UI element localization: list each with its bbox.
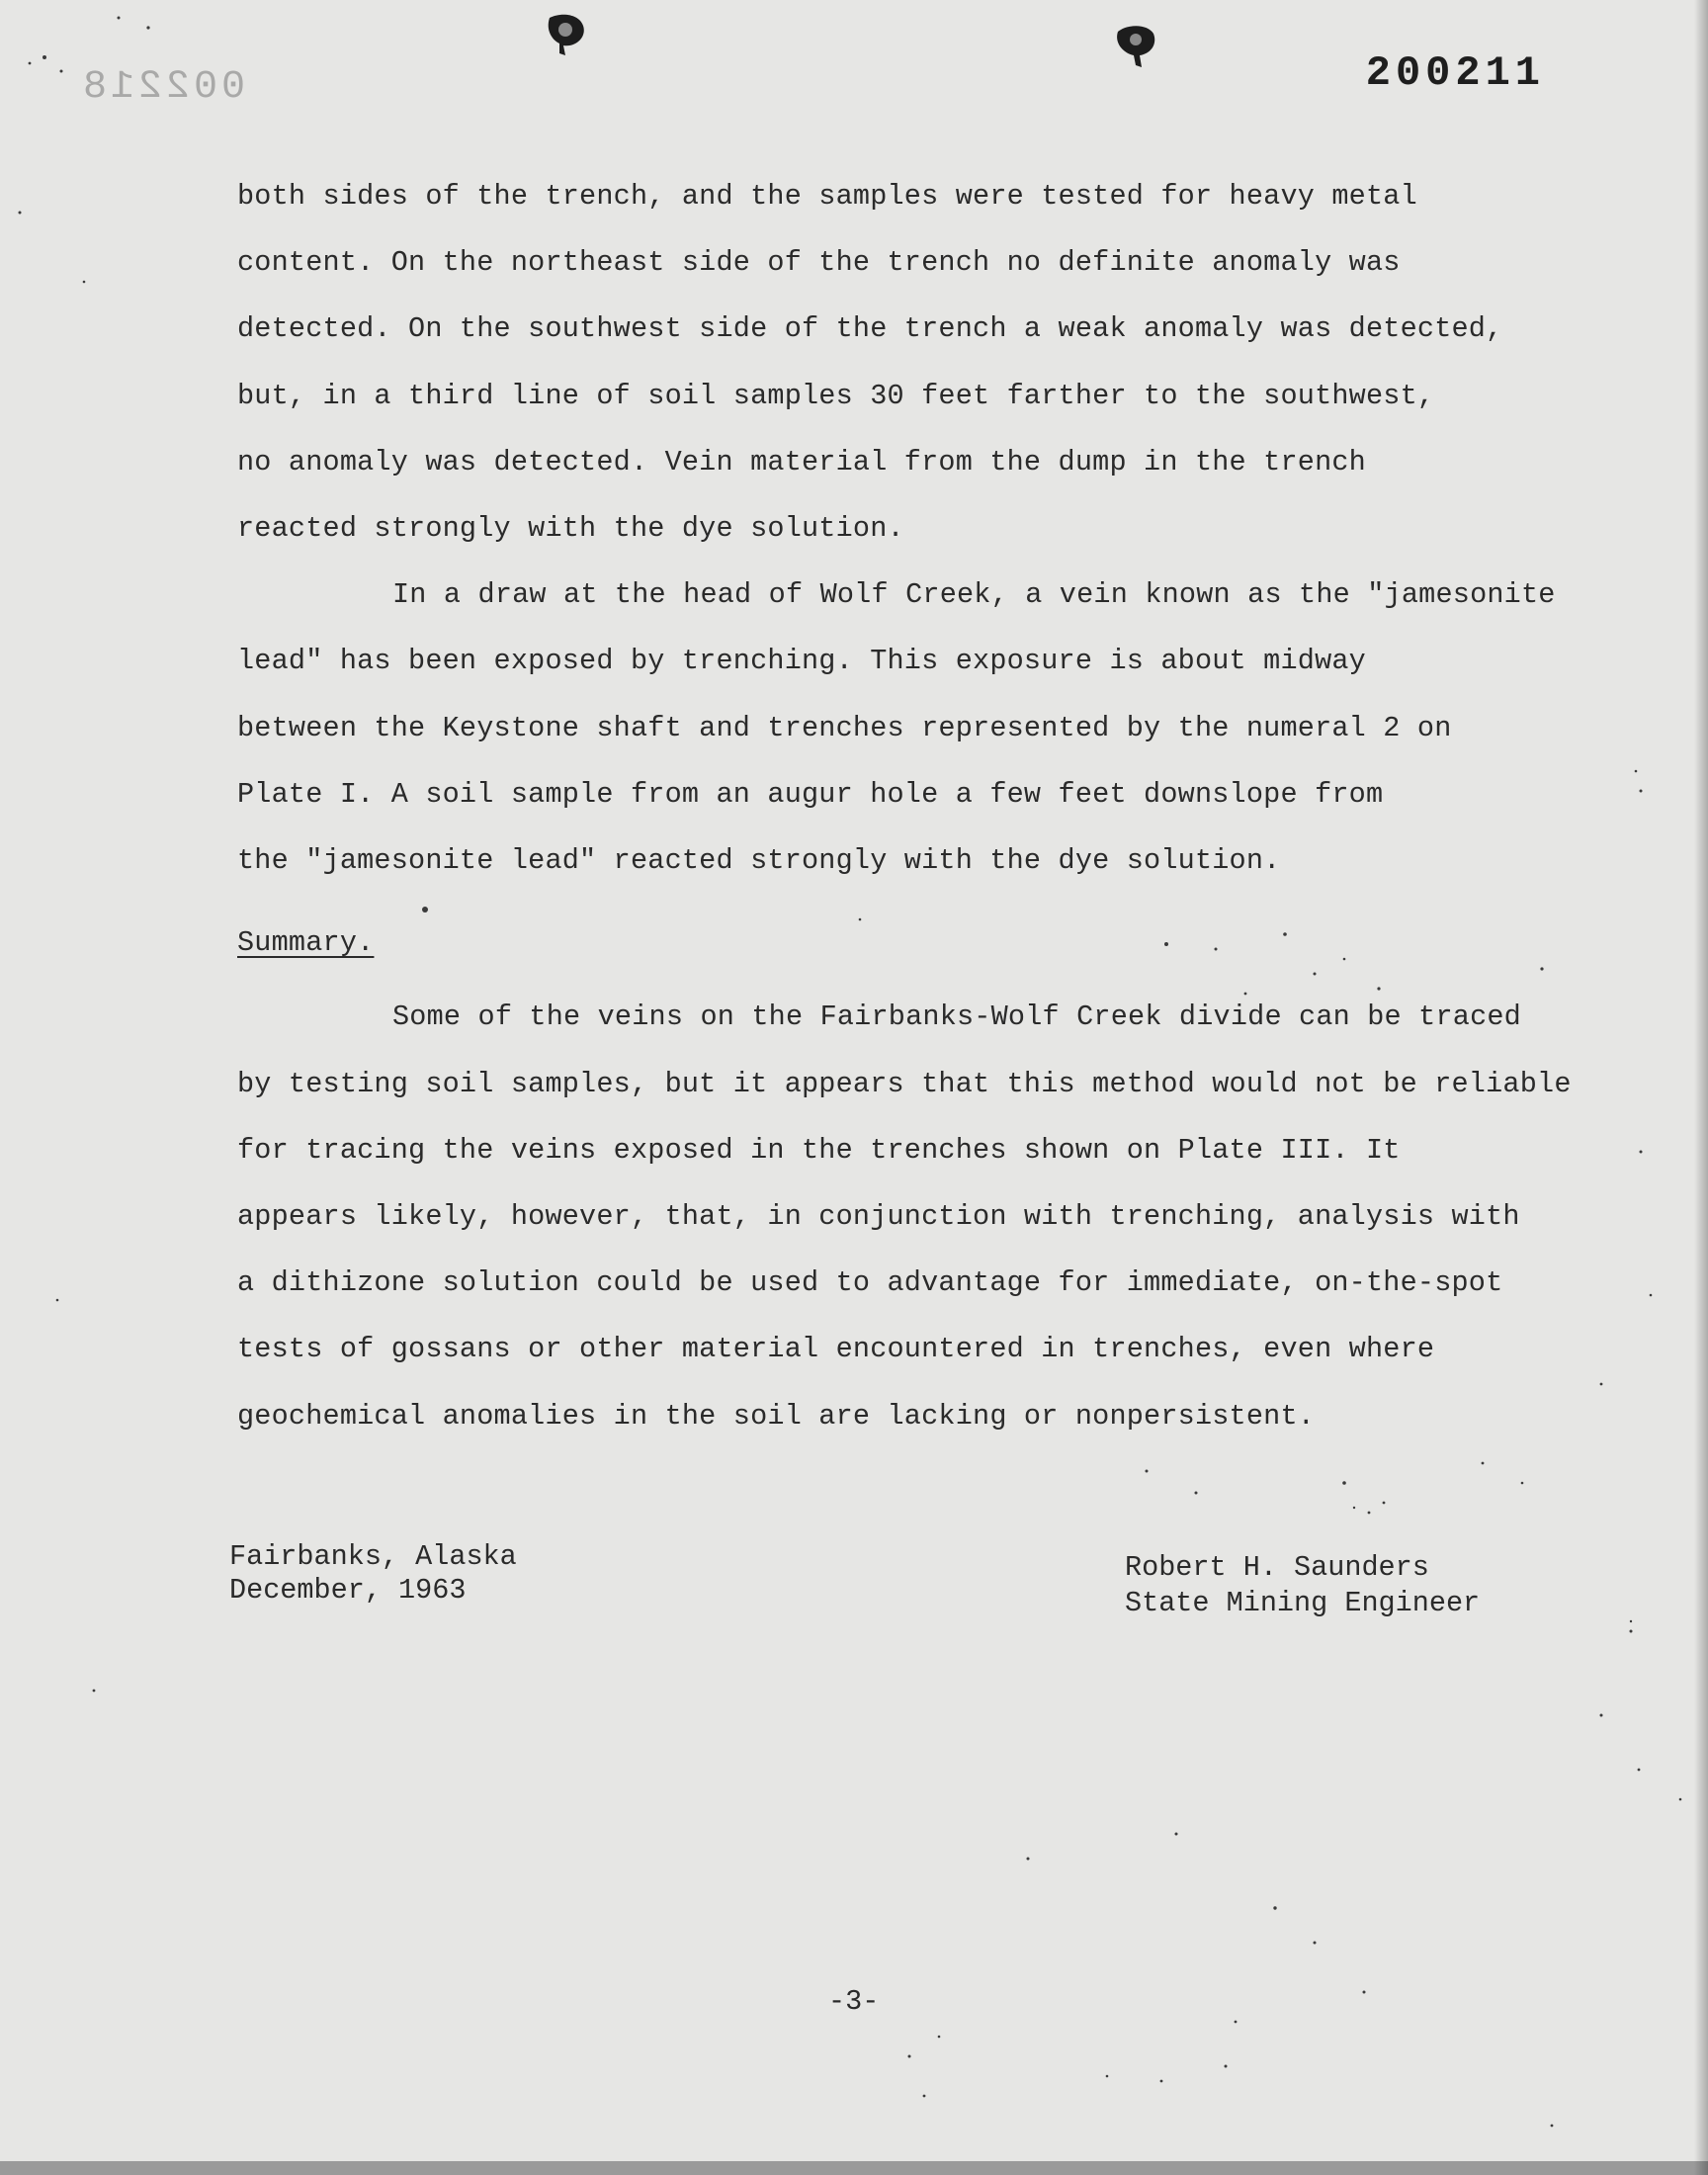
archive-stamp-mirrored: 002218 — [79, 65, 246, 110]
place-and-date — [229, 1540, 517, 1608]
document-body — [237, 163, 1611, 1449]
punch-hole-mark — [542, 10, 589, 57]
paragraph-trench-sampling: both sides of the trench, and the samples were tested for heavy metal content. On the northeast side of the trench no definite anomaly was detected. On the southwest side of the trench a weak anomaly was detected, but, in a third line of soil samples 30 feet farther to the southwest, no anomaly was detected. Vein material from the dump in the trench reacted strongly with the dye solution. — [237, 180, 1503, 546]
signature-block — [1125, 1550, 1480, 1621]
page-number: -3- — [828, 1985, 880, 2018]
place: Fairbanks, Alaska — [229, 1540, 517, 1573]
archive-stamp-number: 200211 — [1365, 49, 1545, 97]
paragraph-summary: Some of the veins on the Fairbanks-Wolf Creek divide can be traced by testing soil samples, but it appears that this method would not be reliable for tracing the veins exposed in the trenches shown on Plate III. It appears likely, however, that, in conjunction with trenching, analysis with a dithizone solution could be used to advantage for immediate, on-the-spot tests of gossans or other material encountered in trenches, even where geochemical anomalies in the soil are lacking or nonpersistent. — [237, 1000, 1572, 1433]
punch-hole-mark — [1112, 22, 1159, 69]
author-title: State Mining Engineer — [1125, 1587, 1481, 1619]
section-heading-summary: Summary. — [237, 926, 375, 960]
paragraph-jamesonite-lead: In a draw at the head of Wolf Creek, a vein known as the "jamesonite lead" has been exposed by trenching. This exposure is about midway between the Keystone shaft and trenches represented by the numeral 2 on Plate I. A soil sample from an augur hole a few feet downslope from the "jamesonite lead" reacted strongly with the dye solution. — [237, 578, 1556, 878]
author-name: Robert H. Saunders — [1125, 1551, 1429, 1584]
date: December, 1963 — [229, 1574, 467, 1607]
scan-bottom-edge — [0, 2161, 1708, 2175]
